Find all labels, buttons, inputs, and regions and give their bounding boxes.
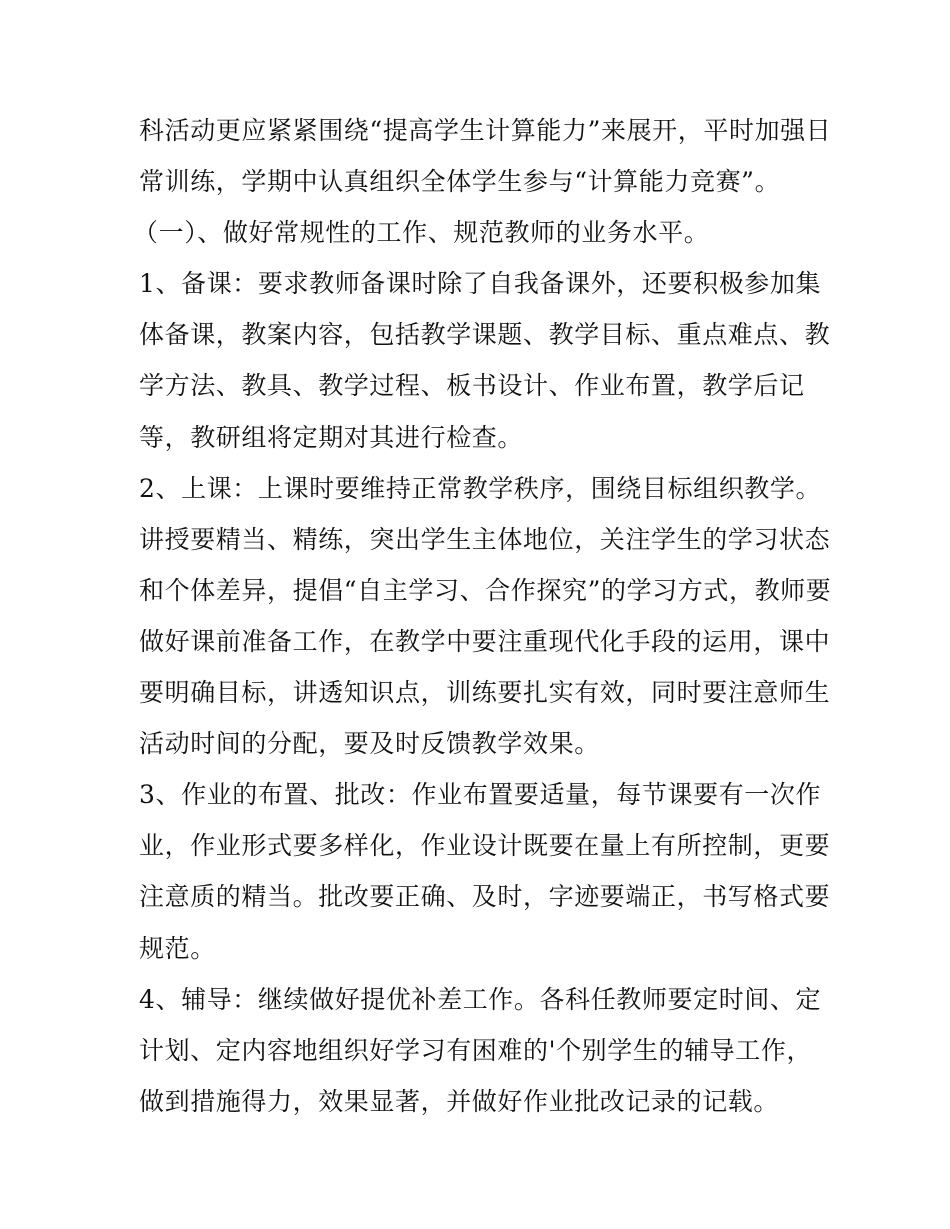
text-line: 要明确目标，讲透知识点，训练要扎实有效，同时要注意师生 (139, 678, 831, 708)
text-line: 等，教研组将定期对其进行检查。 (139, 422, 524, 452)
text-line: 4、辅导：继续做好提优补差工作。各科任教师要定时间、定 (139, 984, 822, 1014)
text-line: 活动时间的分配，要及时反馈教学效果。 (139, 729, 600, 759)
text-line: 做好课前准备工作，在教学中要注重现代化手段的运用，课中 (139, 626, 831, 656)
text-line: 做到措施得力，效果显著，并做好作业批改记录的记载。 (139, 1086, 780, 1116)
text-line: 1、备课：要求教师备课时除了自我备课外，还要积极参加集 (139, 269, 822, 299)
text-line: 科活动更应紧紧围绕“提高学生计算能力”来展开，平时加强日 (139, 116, 832, 145)
text-line: 和个体差异，提倡“自主学习、合作探究”的学习方式，教师要 (139, 575, 832, 605)
text-line: 常训练，学期中认真组织全体学生参与“计算能力竞赛”。 (139, 167, 781, 197)
body-text (133, 105, 832, 1127)
section-heading: （一）、做好常规性的工作、规范教师的业务水平。 (133, 218, 710, 248)
text-line: 学方法、教具、教学过程、板书设计、作业布置，教学后记 (139, 371, 805, 401)
text-line: 业，作业形式要多样化，作业设计既要在量上有所控制，更要 (139, 831, 831, 861)
text-line: 体备课，教案内容，包括教学课题、教学目标、重点难点、教 (139, 320, 831, 350)
text-line: 讲授要精当、精练，突出学生主体地位，关注学生的学习状态 (139, 524, 831, 554)
text-line: 规范。 (139, 933, 216, 963)
text-line: 2、上课：上课时要维持正常教学秩序，围绕目标组织教学。 (139, 473, 822, 503)
text-line: 计划、定内容地组织好学习有困难的'个别学生的辅导工作， (139, 1035, 813, 1065)
text-line: 注意质的精当。批改要正确、及时，字迹要端正，书写格式要 (139, 882, 831, 912)
text-line: 3、作业的布置、批改：作业布置要适量，每节课要有一次作 (139, 780, 822, 810)
